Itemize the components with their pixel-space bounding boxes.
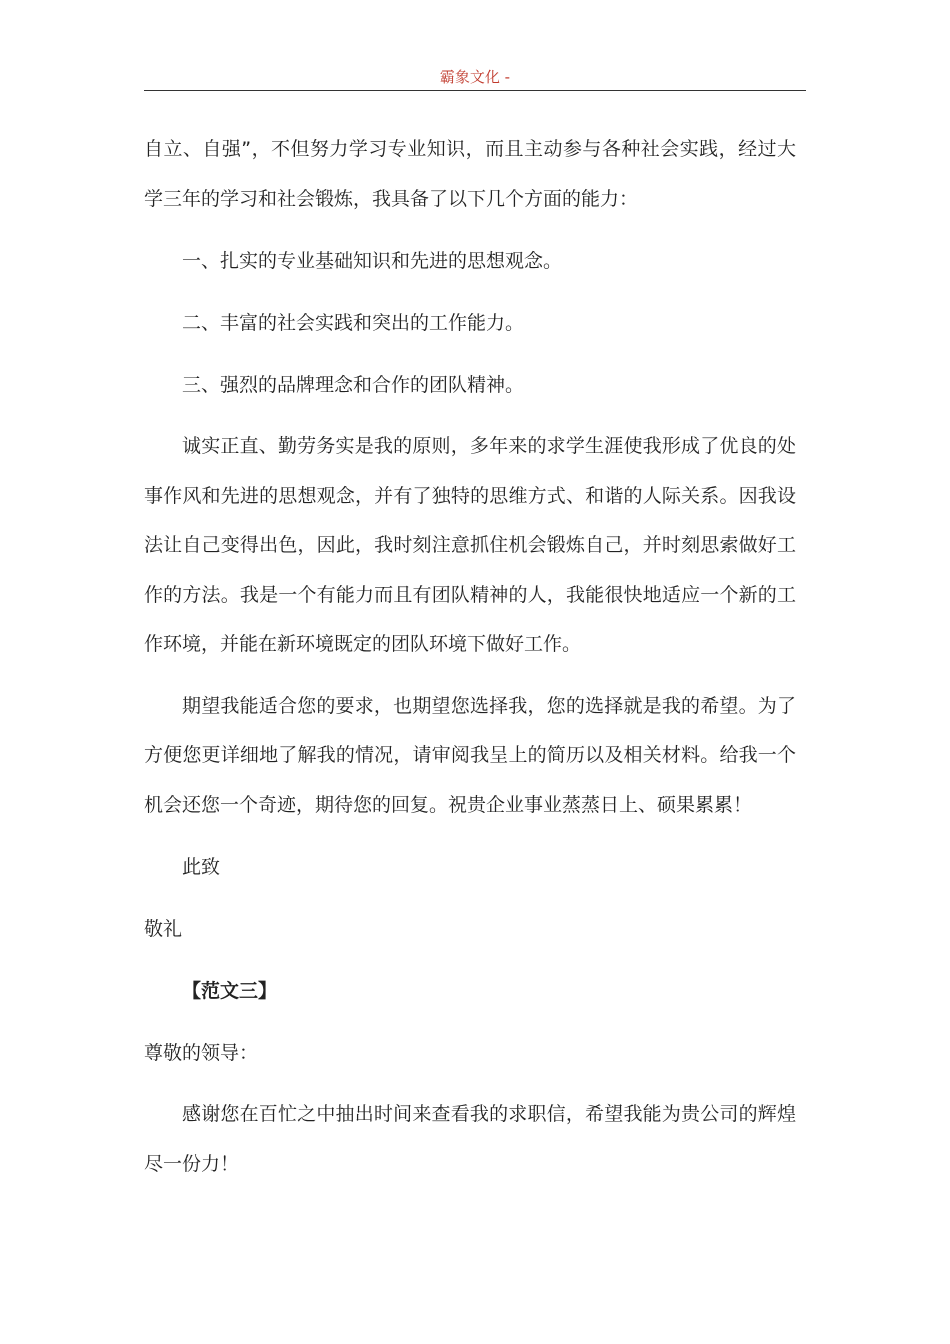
- section-heading: 【范文三】: [182, 980, 278, 1002]
- greeting: 尊敬的领导：: [144, 1042, 259, 1064]
- list-item-1: 一、扎实的专业基础知识和先进的思想观念。: [182, 250, 563, 272]
- salutation-jingli: 敬礼: [144, 918, 183, 940]
- list-item-3: 三、强烈的品牌理念和合作的团队精神。: [182, 374, 525, 396]
- paragraph-principles: 诚实正直、勤劳务实是我的原则，多年来的求学生涯使我形成了优良的处事作风和先进的思想观念，并有了独特的思维方式、和谐的人际关系。因我设法让自己变得出色，因此，我时刻注意抓住机会锻炼自己，并时刻思索做好工作的方法。我是一个有能力而且有团队精神的人，我能很快地适应一个新的工作环境，并能在新环境既定的团队环境下做好工作。: [144, 435, 796, 655]
- document-body: [144, 125, 796, 1201]
- paragraph-thanks: 感谢您在百忙之中抽出时间来查看我的求职信，希望我能为贵公司的辉煌尽一份力！: [144, 1103, 796, 1175]
- header-divider: [144, 90, 806, 91]
- list-item-2: 二、丰富的社会实践和突出的工作能力。: [182, 312, 525, 334]
- paragraph-1: 自立、自强”，不但努力学习专业知识，而且主动参与各种社会实践，经过大学三年的学习和社会锻炼，我具备了以下几个方面的能力：: [144, 138, 796, 210]
- page-header-title: 霸象文化 -: [439, 68, 511, 86]
- paragraph-closing: 期望我能适合您的要求，也期望您选择我，您的选择就是我的希望。为了方便您更详细地了解我的情况，请审阅我呈上的简历以及相关材料。给我一个机会还您一个奇迹，期待您的回复。祝贵企业事业蒸蒸日上、硕果累累！: [144, 694, 796, 816]
- salutation-cizhi: 此致: [182, 856, 221, 878]
